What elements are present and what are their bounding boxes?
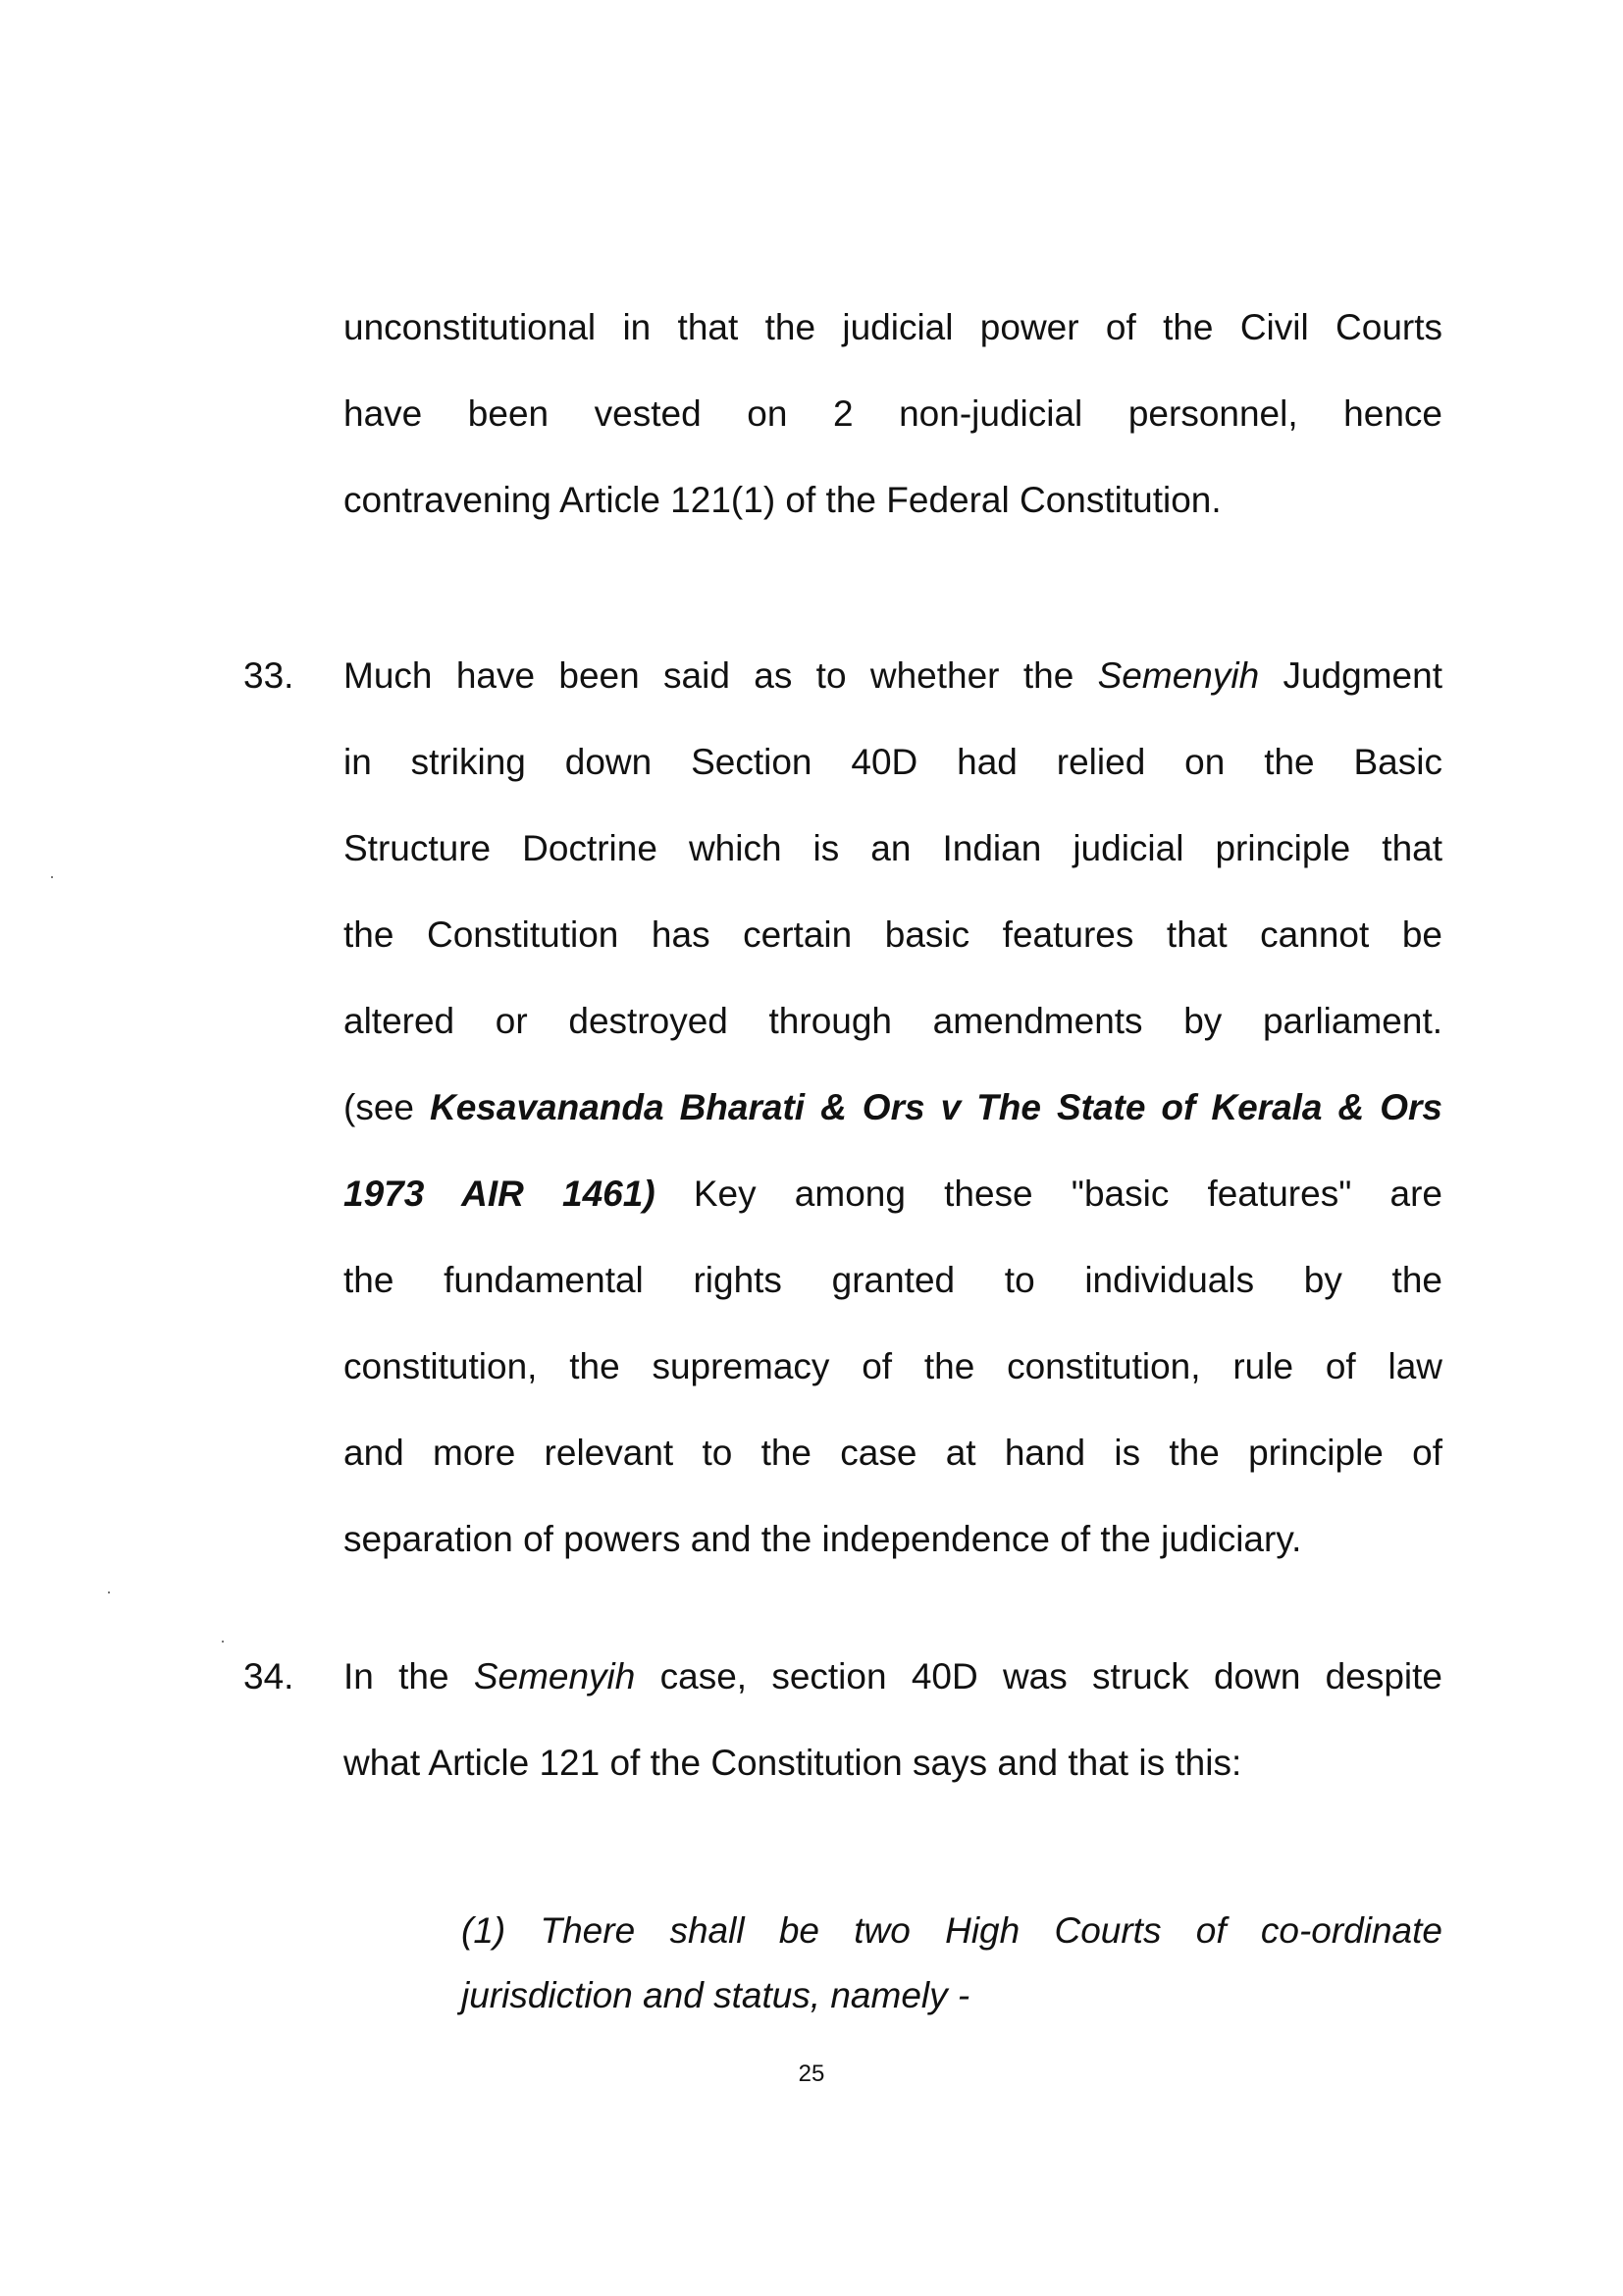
text-run: Much have been said as to whether the [343, 655, 1098, 696]
text-line: unconstitutional in that the judicial power of the Civil Courts [343, 307, 1442, 347]
text-run: Key among these "basic features" are [654, 1174, 1442, 1214]
text-line: altered or destroyed through amendments by parliament. [343, 1001, 1442, 1041]
quote-line: jurisdiction and status, namely - [461, 1975, 970, 2015]
text-run: In the [343, 1656, 474, 1696]
text-line: the fundamental rights granted to individuals by the [343, 1260, 1442, 1300]
text-run: case, section 40D was struck down despite [635, 1656, 1442, 1696]
quoted-article-text [461, 1899, 1442, 2028]
paragraph-number-33: 33. [243, 655, 294, 696]
text-line: Structure Doctrine which is an Indian judicial principle that [343, 828, 1442, 868]
text-run: (see [343, 1087, 430, 1127]
text-run: Judgment [1259, 655, 1442, 696]
text-line [343, 1151, 1442, 1237]
quote-line: (1) There shall be two High Courts of co-ordinate [461, 1910, 1442, 1951]
paragraph-number-34: 34. [243, 1656, 294, 1696]
case-citation: 1973 AIR 1461) [343, 1174, 655, 1214]
case-name: Semenyih [1097, 655, 1260, 696]
text-line: and more relevant to the case at hand is the principle of [343, 1433, 1442, 1473]
text-line: what Article 121 of the Constitution says and that is this: [343, 1743, 1242, 1783]
text-line: the Constitution has certain basic features that cannot be [343, 914, 1442, 955]
text-line [343, 1634, 1442, 1720]
case-citation: Kesavananda Bharati & Ors v The State of Kerala & Ors [430, 1087, 1442, 1127]
text-line: constitution, the supremacy of the constitution, rule of law [343, 1346, 1442, 1386]
scan-speck [222, 1641, 224, 1643]
page-number: 25 [798, 2061, 825, 2087]
case-name: Semenyih [473, 1656, 636, 1696]
text-line: contravening Article 121(1) of the Federal Constitution. [343, 480, 1222, 520]
text-line: separation of powers and the independence of the judiciary. [343, 1519, 1302, 1559]
scan-speck [108, 1592, 110, 1593]
scan-speck [51, 876, 53, 878]
paragraph-34 [343, 1634, 1442, 1806]
text-line: have been vested on 2 non-judicial personnel, hence [343, 393, 1442, 434]
text-line [343, 633, 1442, 719]
text-line: in striking down Section 40D had relied on the Basic [343, 742, 1442, 782]
continuation-paragraph [343, 285, 1442, 544]
paragraph-33 [343, 633, 1442, 1583]
text-line [343, 1065, 1442, 1151]
